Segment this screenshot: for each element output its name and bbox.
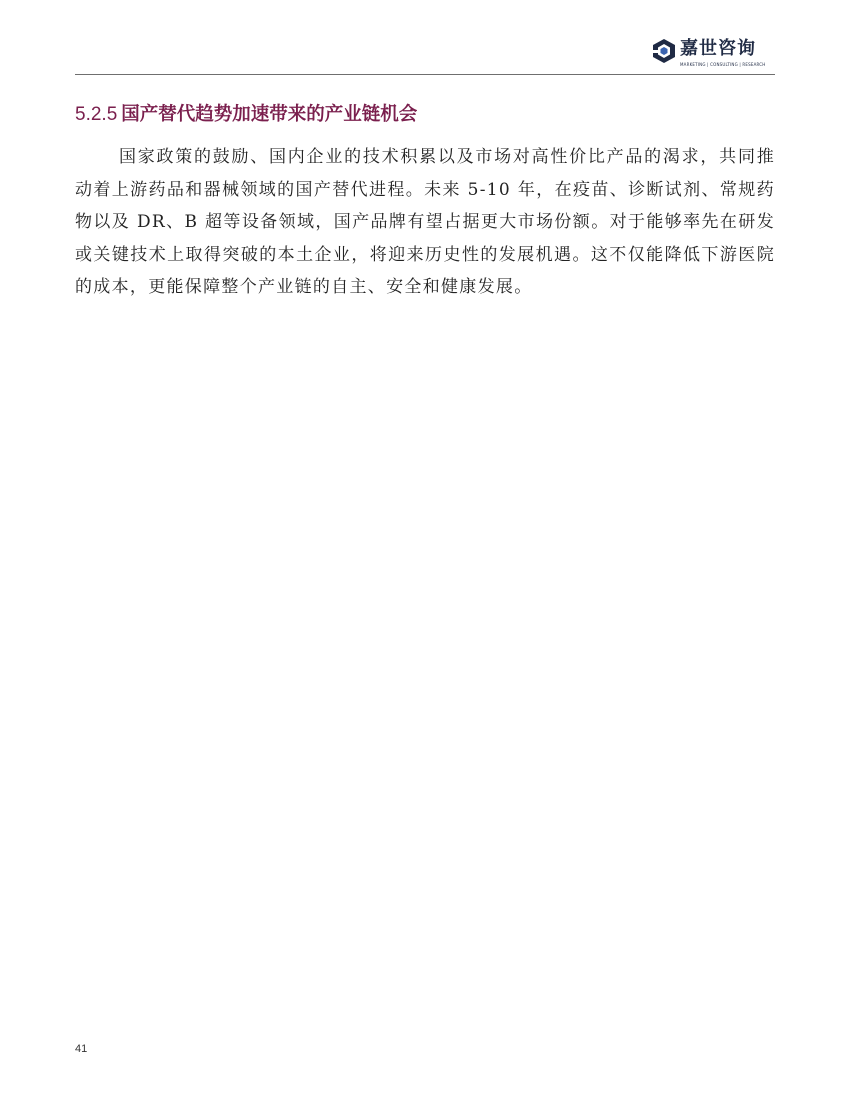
- brand-subtitle: MARKETING | CONSULTING | RESEARCH: [680, 62, 766, 67]
- brand-name: 嘉世咨询: [680, 38, 756, 59]
- brand-logo: [651, 38, 775, 76]
- section-heading: [75, 101, 417, 129]
- jiashi-logo-icon: [651, 38, 677, 64]
- page-header: [75, 30, 775, 76]
- section-number: 5.2.5: [75, 104, 118, 125]
- page-number: 41: [75, 1043, 88, 1055]
- header-divider: [75, 74, 775, 75]
- section-title-text: 国产替代趋势加速带来的产业链机会: [121, 104, 418, 125]
- body-paragraph: 国家政策的鼓励、国内企业的技术积累以及市场对高性价比产品的渴求，共同推动着上游药品和器械领域的国产替代进程。未来 5-10 年，在疫苗、诊断试剂、常规药物以及 DR、B 超等设备领域，国产品牌有望占据更大市场份额。对于能够率先在研发或关键技术上取得突破的本土企业，将迎来历史性的发展机遇。这不仅能降低下游医院的成本，更能保障整个产业链的自主、安全和健康发展。: [75, 147, 775, 298]
